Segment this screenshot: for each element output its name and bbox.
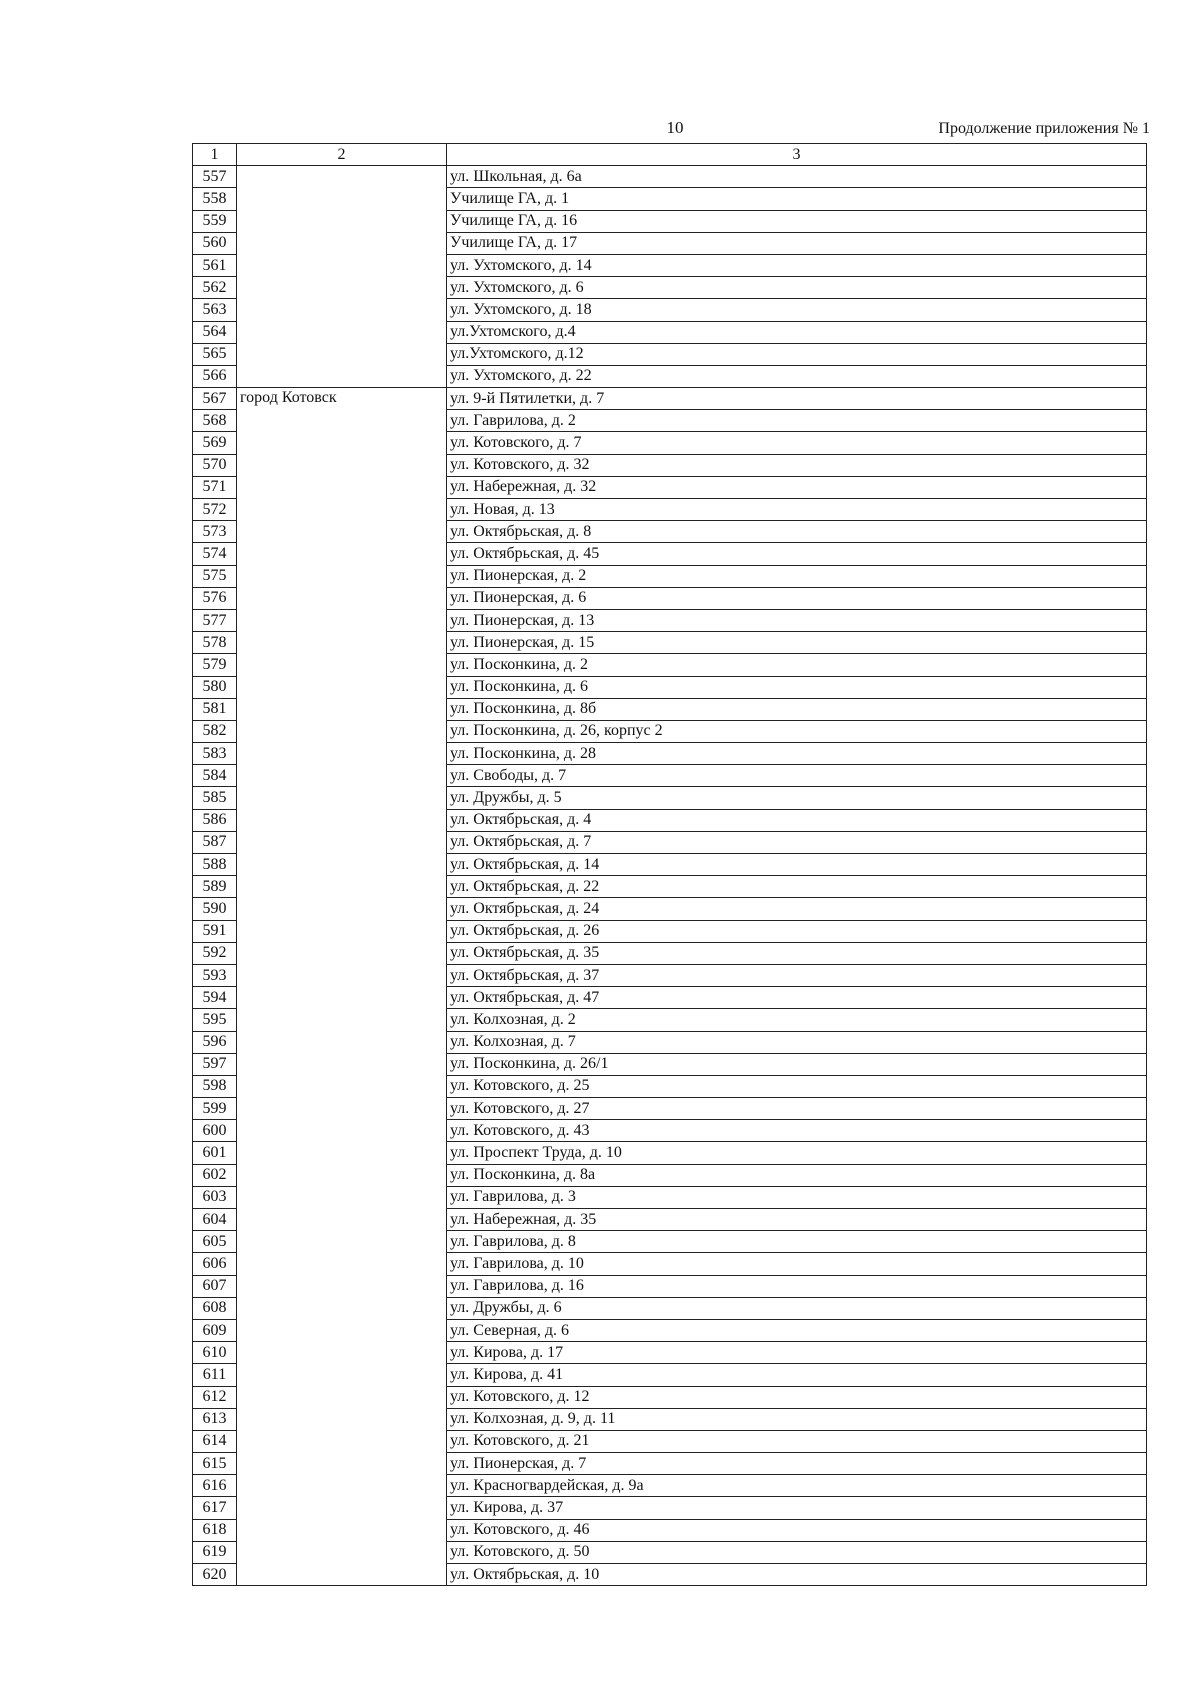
row-number: 585 <box>193 787 237 809</box>
row-number: 603 <box>193 1186 237 1208</box>
address-cell: ул. Октябрьская, д. 26 <box>447 920 1147 942</box>
row-number: 560 <box>193 232 237 254</box>
address-cell: ул. Посконкина, д. 26, корпус 2 <box>447 720 1147 742</box>
row-number: 577 <box>193 609 237 631</box>
row-number: 596 <box>193 1031 237 1053</box>
address-cell: ул. Кирова, д. 37 <box>447 1497 1147 1519</box>
row-number: 613 <box>193 1408 237 1430</box>
address-cell: ул. Октябрьская, д. 8 <box>447 521 1147 543</box>
address-cell: ул. Ухтомского, д. 6 <box>447 277 1147 299</box>
address-cell: ул.Ухтомского, д.12 <box>447 343 1147 365</box>
row-number: 591 <box>193 920 237 942</box>
row-number: 558 <box>193 188 237 210</box>
address-cell: ул. Набережная, д. 35 <box>447 1209 1147 1231</box>
row-number: 576 <box>193 587 237 609</box>
address-table <box>192 143 1147 1586</box>
row-number: 592 <box>193 942 237 964</box>
row-number: 601 <box>193 1142 237 1164</box>
row-number: 565 <box>193 343 237 365</box>
row-number: 566 <box>193 365 237 387</box>
address-cell: ул. Посконкина, д. 28 <box>447 743 1147 765</box>
page-number: 10 <box>666 118 684 137</box>
row-number: 559 <box>193 210 237 232</box>
address-cell: ул. Октябрьская, д. 4 <box>447 809 1147 831</box>
row-number: 605 <box>193 1231 237 1253</box>
address-cell: ул. Октябрьская, д. 10 <box>447 1564 1147 1586</box>
address-cell: ул. 9-й Пятилетки, д. 7 <box>447 388 1147 410</box>
address-cell: ул. Дружбы, д. 5 <box>447 787 1147 809</box>
address-cell: ул. Октябрьская, д. 24 <box>447 898 1147 920</box>
row-number: 582 <box>193 720 237 742</box>
address-cell: ул. Колхозная, д. 7 <box>447 1031 1147 1053</box>
address-cell: ул. Пионерская, д. 6 <box>447 587 1147 609</box>
row-number: 611 <box>193 1364 237 1386</box>
address-cell: ул. Посконкина, д. 8б <box>447 698 1147 720</box>
row-number: 600 <box>193 1120 237 1142</box>
row-number: 609 <box>193 1319 237 1341</box>
address-cell: ул. Ухтомского, д. 22 <box>447 365 1147 387</box>
row-number: 604 <box>193 1209 237 1231</box>
row-number: 602 <box>193 1164 237 1186</box>
row-number: 564 <box>193 321 237 343</box>
row-number: 612 <box>193 1386 237 1408</box>
row-number: 575 <box>193 565 237 587</box>
row-number: 570 <box>193 454 237 476</box>
row-number: 595 <box>193 1009 237 1031</box>
row-number: 578 <box>193 632 237 654</box>
table-row <box>193 166 1147 188</box>
address-cell: ул. Гаврилова, д. 10 <box>447 1253 1147 1275</box>
row-number: 606 <box>193 1253 237 1275</box>
address-cell: ул. Октябрьская, д. 7 <box>447 831 1147 853</box>
table-body <box>193 166 1147 1586</box>
address-cell: ул. Колхозная, д. 2 <box>447 1009 1147 1031</box>
address-cell: ул. Северная, д. 6 <box>447 1319 1147 1341</box>
address-cell: ул. Красногвардейская, д. 9а <box>447 1475 1147 1497</box>
address-cell: ул. Октябрьская, д. 45 <box>447 543 1147 565</box>
address-cell: ул. Октябрьская, д. 14 <box>447 854 1147 876</box>
row-number: 616 <box>193 1475 237 1497</box>
address-cell: ул. Школьная, д. 6а <box>447 166 1147 188</box>
address-cell: ул. Октябрьская, д. 22 <box>447 876 1147 898</box>
row-number: 618 <box>193 1519 237 1541</box>
address-cell: ул. Посконкина, д. 26/1 <box>447 1053 1147 1075</box>
address-cell: ул. Котовского, д. 7 <box>447 432 1147 454</box>
address-cell: ул. Котовского, д. 27 <box>447 1098 1147 1120</box>
row-number: 608 <box>193 1297 237 1319</box>
locality-cell: город Котовск <box>237 388 447 1586</box>
address-cell: ул. Кирова, д. 17 <box>447 1342 1147 1364</box>
address-cell: ул. Посконкина, д. 6 <box>447 676 1147 698</box>
row-number: 562 <box>193 277 237 299</box>
address-cell: ул. Котовского, д. 12 <box>447 1386 1147 1408</box>
row-number: 574 <box>193 543 237 565</box>
table-header-row <box>193 144 1147 166</box>
appendix-continuation-note: Продолжение приложения № 1 <box>938 120 1150 137</box>
address-cell: ул. Котовского, д. 21 <box>447 1430 1147 1452</box>
row-number: 557 <box>193 166 237 188</box>
address-cell: ул. Набережная, д. 32 <box>447 476 1147 498</box>
row-number: 583 <box>193 743 237 765</box>
address-cell: ул. Октябрьская, д. 37 <box>447 964 1147 986</box>
address-cell: ул. Гаврилова, д. 2 <box>447 410 1147 432</box>
address-cell: ул. Пионерская, д. 7 <box>447 1453 1147 1475</box>
address-cell: ул. Колхозная, д. 9, д. 11 <box>447 1408 1147 1430</box>
table-row <box>193 388 1147 410</box>
address-cell: ул. Посконкина, д. 8а <box>447 1164 1147 1186</box>
address-cell: ул. Кирова, д. 41 <box>447 1364 1147 1386</box>
row-number: 586 <box>193 809 237 831</box>
row-number: 597 <box>193 1053 237 1075</box>
row-number: 584 <box>193 765 237 787</box>
address-cell: ул. Гаврилова, д. 8 <box>447 1231 1147 1253</box>
address-cell: ул. Пионерская, д. 13 <box>447 609 1147 631</box>
row-number: 572 <box>193 499 237 521</box>
address-cell: ул. Дружбы, д. 6 <box>447 1297 1147 1319</box>
row-number: 567 <box>193 388 237 410</box>
row-number: 610 <box>193 1342 237 1364</box>
address-cell: ул. Котовского, д. 32 <box>447 454 1147 476</box>
row-number: 563 <box>193 299 237 321</box>
address-cell: ул. Гаврилова, д. 16 <box>447 1275 1147 1297</box>
row-number: 599 <box>193 1098 237 1120</box>
row-number: 568 <box>193 410 237 432</box>
row-number: 598 <box>193 1075 237 1097</box>
address-cell: Училище ГА, д. 1 <box>447 188 1147 210</box>
address-cell: Училище ГА, д. 17 <box>447 232 1147 254</box>
address-cell: ул. Октябрьская, д. 35 <box>447 942 1147 964</box>
row-number: 617 <box>193 1497 237 1519</box>
address-cell: ул. Октябрьская, д. 47 <box>447 987 1147 1009</box>
row-number: 615 <box>193 1453 237 1475</box>
address-cell: ул. Новая, д. 13 <box>447 499 1147 521</box>
row-number: 569 <box>193 432 237 454</box>
row-number: 619 <box>193 1541 237 1563</box>
column-header-3: 3 <box>447 144 1147 166</box>
column-header-1: 1 <box>193 144 237 166</box>
row-number: 561 <box>193 254 237 276</box>
row-number: 580 <box>193 676 237 698</box>
row-number: 588 <box>193 854 237 876</box>
row-number: 614 <box>193 1430 237 1452</box>
row-number: 620 <box>193 1564 237 1586</box>
row-number: 581 <box>193 698 237 720</box>
row-number: 571 <box>193 476 237 498</box>
row-number: 579 <box>193 654 237 676</box>
address-cell: Училище ГА, д. 16 <box>447 210 1147 232</box>
address-cell: ул. Котовского, д. 46 <box>447 1519 1147 1541</box>
address-cell: ул. Гаврилова, д. 3 <box>447 1186 1147 1208</box>
address-cell: ул. Пионерская, д. 15 <box>447 632 1147 654</box>
address-cell: ул.Ухтомского, д.4 <box>447 321 1147 343</box>
row-number: 594 <box>193 987 237 1009</box>
address-cell: ул. Котовского, д. 25 <box>447 1075 1147 1097</box>
row-number: 587 <box>193 831 237 853</box>
row-number: 590 <box>193 898 237 920</box>
row-number: 573 <box>193 521 237 543</box>
address-cell: ул. Котовского, д. 50 <box>447 1541 1147 1563</box>
row-number: 593 <box>193 964 237 986</box>
row-number: 589 <box>193 876 237 898</box>
address-cell: ул. Пионерская, д. 2 <box>447 565 1147 587</box>
address-cell: ул. Котовского, д. 43 <box>447 1120 1147 1142</box>
address-cell: ул. Ухтомского, д. 14 <box>447 254 1147 276</box>
locality-cell <box>237 166 447 388</box>
row-number: 607 <box>193 1275 237 1297</box>
address-cell: ул. Ухтомского, д. 18 <box>447 299 1147 321</box>
address-cell: ул. Свободы, д. 7 <box>447 765 1147 787</box>
address-cell: ул. Посконкина, д. 2 <box>447 654 1147 676</box>
column-header-2: 2 <box>237 144 447 166</box>
address-cell: ул. Проспект Труда, д. 10 <box>447 1142 1147 1164</box>
